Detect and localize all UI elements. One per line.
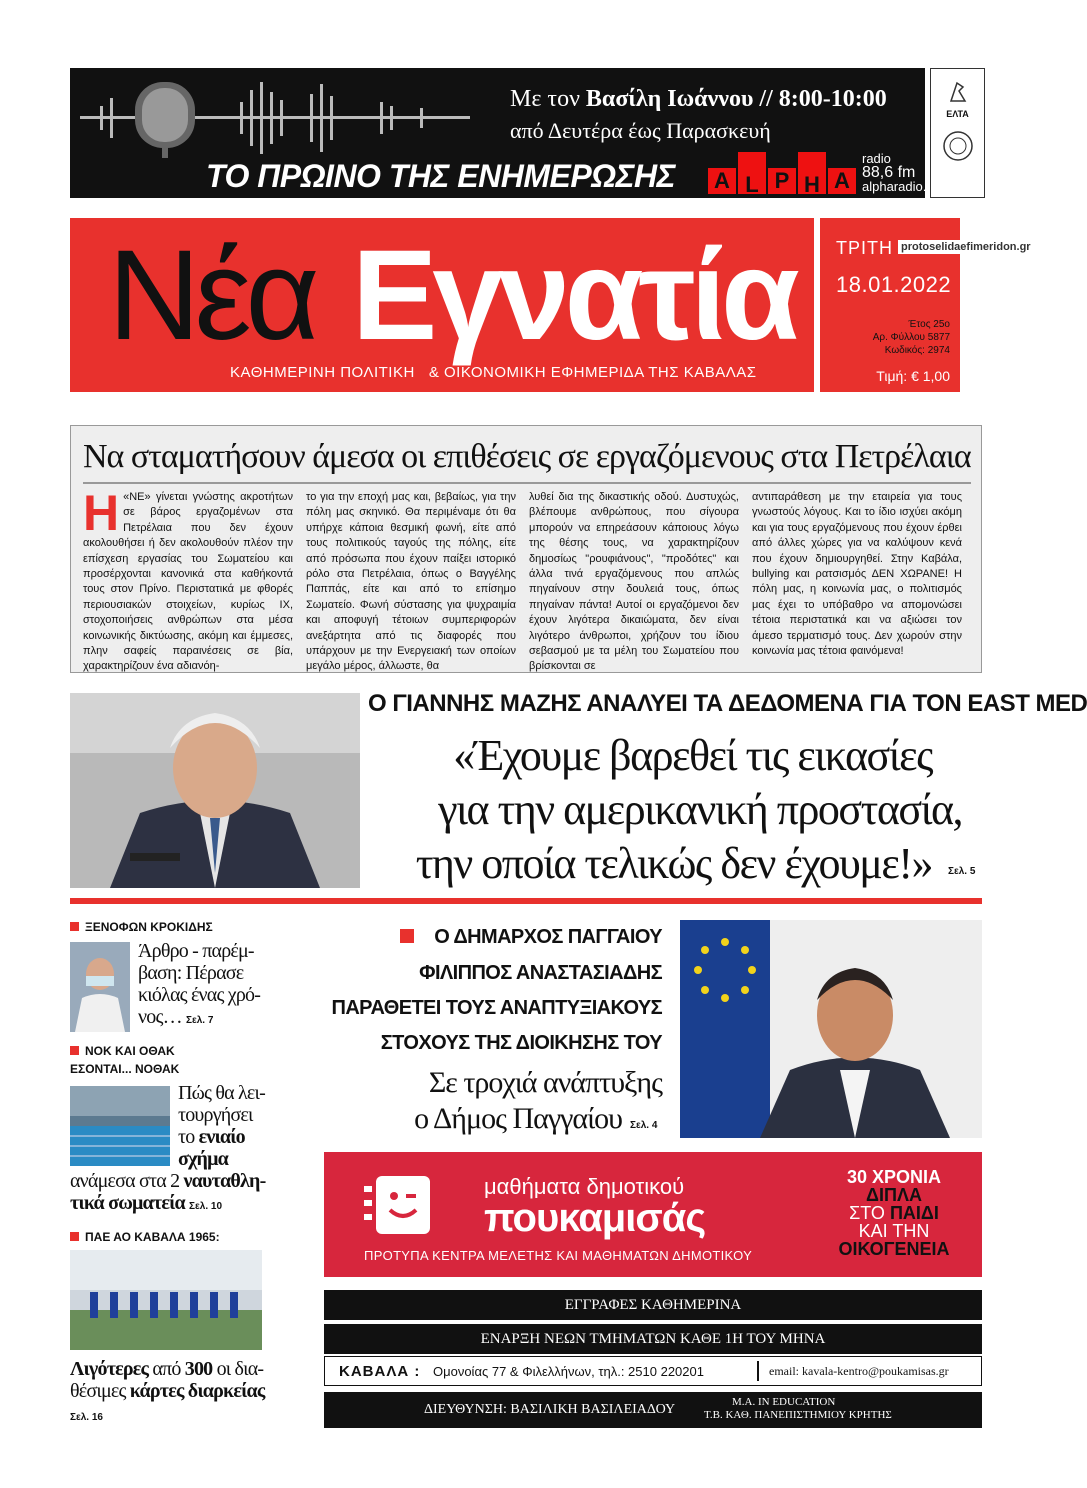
lead-column-4: αντιπαράθεση με την εταιρεία για τους γνωστούς λόγους. Και το ίδιο ισχύει ακόμη και για τους εργαζόμενους που έχουν έρθει από άλλες χώρες για να καλύψουν κενά που έχουν δημιουργηθεί. Στην Καβάλα, bullying και ρατσισμός ΔΕΝ ΧΩΡΑΝΕ! Η πόλη μας, η κοινωνία μας, ο πολιτισμός μας έχει το υπόβαθρο να απομονώσει τέτοια περιστατικά και να αξιώσει τον άμεσο τερματισμό τους. Δεν χωρούν στην κοινωνία μας τέτοια φαινόμενα! xyxy=(752,491,962,658)
krokidis-photo xyxy=(70,942,130,1032)
seal-icon xyxy=(941,129,975,163)
issue-day: ΤΡΙΤΗ xyxy=(836,238,893,258)
bullet-square-icon xyxy=(70,922,79,931)
issue-date: 18.01.2022 xyxy=(836,272,952,297)
ad-bar-new-classes: ΕΝΑΡΞΗ ΝΕΩΝ ΤΜΗΜΑΤΩΝ ΚΑΘΕ 1Η ΤΟΥ ΜΗΝΑ xyxy=(324,1324,982,1354)
ad-director: ΔΙΕΥΘΥΝΣΗ: ΒΑΣΙΛΙΚΗ ΒΑΣΙΛΕΙΑΔΟΥ M.A. IN EDUCATION Τ.Β. ΚΑΘ. ΠΑΝΕΠΙΣΤΗΜΙΟΥ ΚΡΗΤΗΣ xyxy=(324,1392,982,1428)
page-ref: Σελ. 16 xyxy=(70,1412,103,1423)
team-photo xyxy=(70,1250,262,1350)
article-nothak: Πώς θα λει- τουργήσει το ενιαίο σχήμα xyxy=(178,1082,265,1170)
mazis-photo xyxy=(70,693,360,888)
interview-quote-line: την οποία τελικώς δεν έχουμε!» xyxy=(415,839,932,888)
issue-meta: Έτος 25ο Αρ. Φύλλου 5877 Κωδικός: 2974 xyxy=(872,319,950,356)
alpha-radio-logo: A L P H A xyxy=(708,168,856,194)
left-kicker-2b: ΕΣΟΝΤΑΙ... ΝΟΘΑΚ xyxy=(70,1062,180,1076)
left-kicker-1: ΞΕΝΟΦΩΝ ΚΡΟΚΙΔΗΣ xyxy=(70,920,213,934)
radio-host: Με τον Βασίλη Ιωάννου // 8:00-10:00 xyxy=(510,86,887,112)
smiley-tv-logo-icon xyxy=(364,1172,432,1238)
lead-column-2: το για την εποχή μας και, βεβαίως, για την πόλη μας σκηνικό. Θα περιμέναμε ότι θα υπήρχε κάποια θεσμική φωνή, είτε από τους πολιτικούς ταγούς της πόλης, είτε από πρόσωπα που έχουν παίξει ιστορικό ρόλο στα Πετρέλαια, όπως ο Βαγγέλης Παππάς, είτε και από το επίσημο Σωματείο. Φωνή σύστασης για ψυχραιμία και αποφυγή τέτοιων συμπεριφορών ανεξάρτητα από τις διαφορές που υπάρχουν με την Ενεργειακή των οποίων μεγάλο μέρος, άλλωστε, θα xyxy=(306,491,516,673)
mayor-photo xyxy=(680,920,982,1138)
drop-cap: Η xyxy=(83,485,120,541)
issue-price: Τιμή: € 1,00 xyxy=(876,368,950,384)
lead-article xyxy=(70,425,982,673)
lead-column-3: λυθεί δια της δικαστικής οδού. Δυστυχώς, βλέπουμε ανθρώπους, που σίγουρα μπορούν να επηρεάσουν κάποιους λόγω της θέσης τους, να χαρακτηρίζουν δημοσίως "ρουφιάνους", "προδότες" και άλλα τινά εργαζόμενους που απλώς πηγαίνουν στην δουλειά τους, όπως πηγαίναν πάντα! Αυτοί οι εργαζόμενοι δεν έχουν λιγότερα δικαιώματα, δεν είναι λιγότερο άνθρωποι, χρήζουν του ίδιου σεβασμού με τα μέλη του Σωματείου που βρίσκονται σε xyxy=(529,491,739,673)
bullet-square-icon xyxy=(70,1046,79,1055)
article-nothak-cont: ανάμεσα στα 2 ναυταθλη- τικά σωματεία Σελ. 10 xyxy=(70,1170,266,1214)
hermes-icon xyxy=(943,77,973,107)
ad-tagline: ΠΡΟΤΥΠΑ ΚΕΝΤΡΑ ΜΕΛΕΤΗΣ ΚΑΙ ΜΑΘΗΜΑΤΩΝ ΔΗΜΟΤΙΚΟΥ xyxy=(364,1248,753,1263)
pangaio-kicker-line: ΣΤΟΧΟΥΣ ΤΗΣ ΔΙΟΙΚΗΣΗΣ ΤΟΥ xyxy=(380,1032,662,1054)
microphone-icon xyxy=(135,82,195,158)
pool-photo xyxy=(70,1086,170,1166)
ad-bar-registrations: ΕΓΓΡΑΦΕΣ ΚΑΘΗΜΕΡΙΝΑ xyxy=(324,1290,982,1320)
masthead-subtitle: ΚΑΘΗΜΕΡΙΝΗ ΠΟΛΙΤΙΚΗ & ΟΙΚΟΝΟΜΙΚΗ ΕΦΗΜΕΡΙΔΑ ΤΗΣ ΚΑΒΑΛΑΣ xyxy=(230,364,757,381)
ad-contact: ΚΑΒΑΛΑ : Ομονοίας 77 & Φιλελλήνων, τηλ.: 2510 220201 email: kavala-kentro@poukamisas.gr xyxy=(324,1356,982,1386)
article-krokidis: Άρθρο - παρέμ- βαση: Πέρασε κιόλας ένας χρό- νος… Σελ. 7 xyxy=(138,940,261,1028)
pangaio-kicker-line: ΠΑΡΑΘΕΤΕΙ ΤΟΥΣ ΑΝΑΠΤΥΞΙΑΚΟΥΣ xyxy=(331,997,662,1019)
radio-frequency: radio 88,6 fm alpharadio.gr xyxy=(862,151,938,194)
section-divider xyxy=(70,898,982,904)
article-kavala-fc: Λιγότερες από 300 οι δια- θέσιμες κάρτες διαρκείας xyxy=(70,1358,265,1402)
radio-show-title: ΤΟ ΠΡΩΙΝΟ ΤΗΣ ΕΝΗΜΕΡΩΣΗΣ xyxy=(206,158,676,194)
radio-ad-banner xyxy=(70,68,938,198)
left-kicker-3: ΠΑΕ ΑΟ ΚΑΒΑΛΑ 1965: xyxy=(70,1230,220,1244)
pangaio-kicker-line: Ο ΔΗΜΑΡΧΟΣ ΠΑΓΓΑΙΟΥ xyxy=(400,926,662,949)
pangaio-kicker-line: ΦΙΛΙΠΠΟΣ ΑΝΑΣΤΑΣΙΑΔΗΣ xyxy=(419,962,662,984)
divider xyxy=(83,482,971,484)
postal-stamp: ΕΛΤΑ xyxy=(930,68,985,198)
bullet-square-icon xyxy=(70,1232,79,1241)
ad-side-claim: 30 ΧΡΟΝΙΑ ΔΙΠΛΑ ΣΤΟ ΠΑΙΔΙ ΚΑΙ ΤΗΝ ΟΙΚΟΓΕΝΕΙΑ xyxy=(838,1167,950,1259)
interview-quote-line: «Έχουμε βαρεθεί τις εικασίες xyxy=(453,731,932,780)
pangaio-headline: ο Δήμος Παγγαίου xyxy=(414,1102,622,1135)
interview-kicker: Ο ΓΙΑΝΝΗΣ ΜΑΖΗΣ ΑΝΑΛΥΕΙ ΤΑ ΔΕΔΟΜΕΝΑ ΓΙΑ ΤΟΝ EAST MED xyxy=(368,690,1087,717)
title-egnatia: Εγνατία xyxy=(352,224,795,367)
page-ref: Σελ. 4 xyxy=(630,1120,658,1131)
masthead xyxy=(70,218,814,392)
lead-headline: Να σταματήσουν άμεσα οι επιθέσεις σε εργαζόμενους στα Πετρέλαια xyxy=(83,438,971,475)
watermark: protoselidaefimeridon.gr xyxy=(898,240,1034,254)
radio-days: από Δευτέρα έως Παρασκευή xyxy=(510,118,771,143)
title-nea: Νέα xyxy=(108,224,314,367)
lead-column-1: Η «ΝΕ» γίνεται γνώστης ακροτήτων σε βάρος εργαζομένων στα Πετρέλαια που δεν έχουν ακολουθήσει ή δεν ακολουθούν πλέον την επίσχεση εργασίας του Σωματείου και προσέρχονται κανονικά στα καθήκοντά τους στον Πρίνο. Περιστατικά με φθορές περιουσιακών στοιχείων, κυρίως ΙΧ, στοχοποιήσεις ανθρώπων στα μέσα κοινωνικής δικτύωσης, ακόμη και έμμεσες, πλην σαφείς παραινέσεις σε βία, χαρακτηρίζουν ένα αδιανόη- xyxy=(83,485,293,673)
pangaio-headline: Σε τροχιά ανάπτυξης xyxy=(428,1066,662,1099)
left-kicker-2: ΝΟΚ ΚΑΙ ΟΘΑΚ xyxy=(70,1044,175,1058)
soundwave-graphic xyxy=(80,78,470,158)
page-ref: Σελ. 5 xyxy=(948,866,976,877)
ad-subtitle: μαθήματα δημοτικού xyxy=(484,1174,685,1199)
ad-brand: πουκαμισάς xyxy=(484,1196,706,1240)
bullet-square-icon xyxy=(400,929,414,943)
interview-quote-line: για την αμερικανική προστασία, xyxy=(438,785,962,834)
poukamisas-ad xyxy=(324,1152,982,1277)
